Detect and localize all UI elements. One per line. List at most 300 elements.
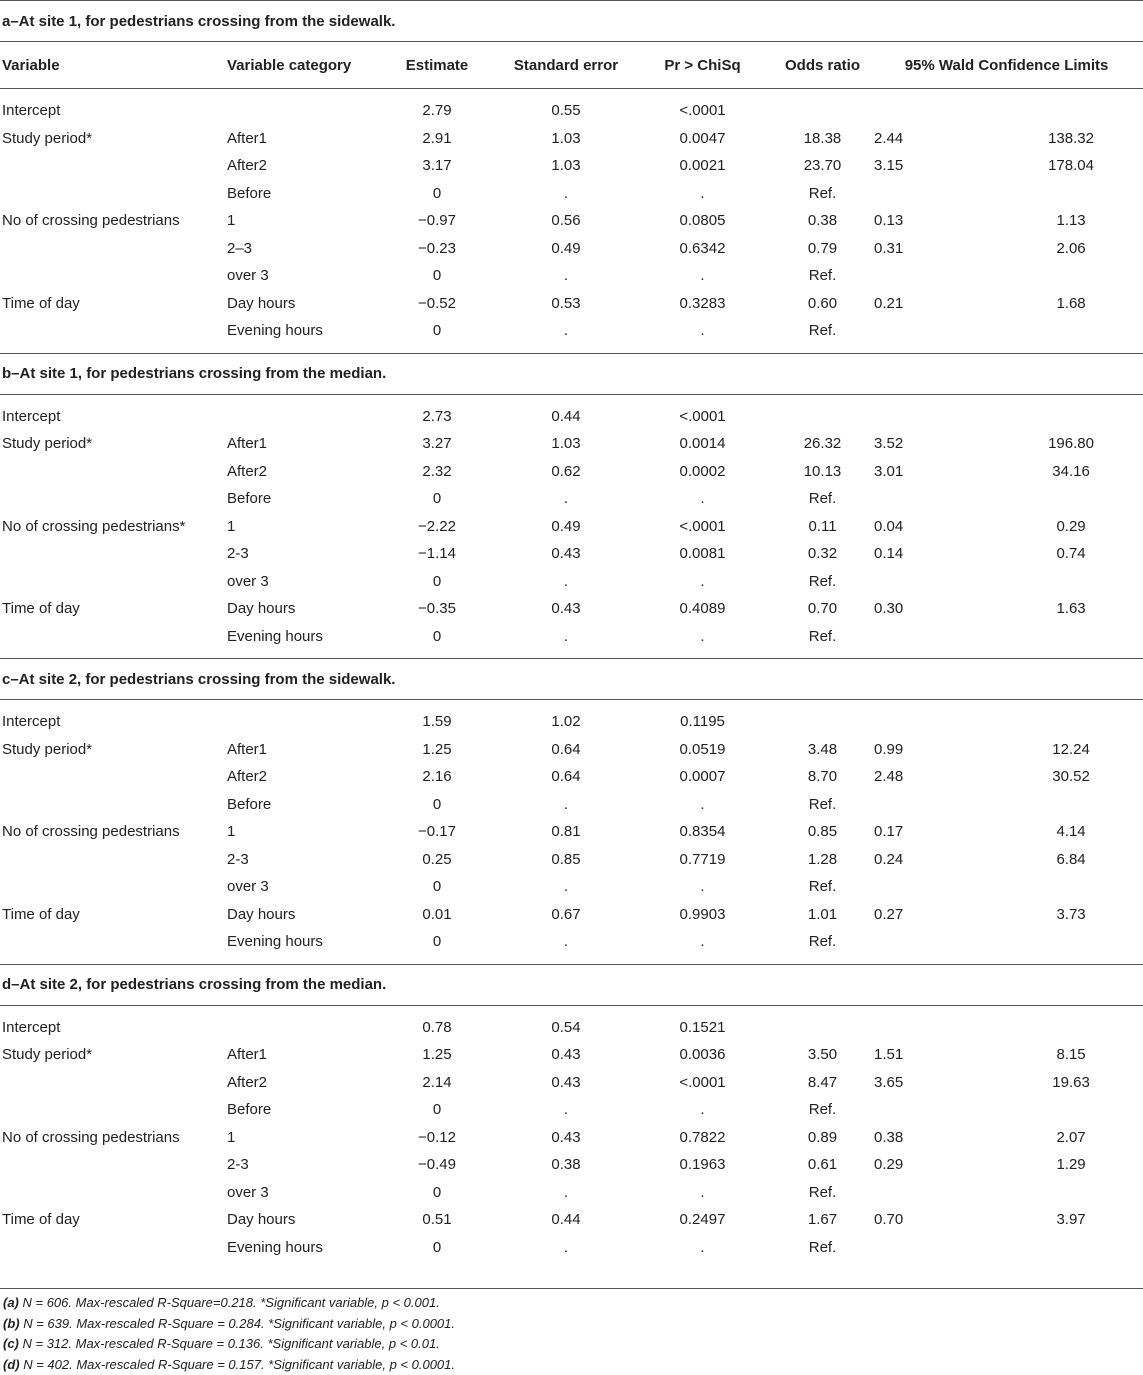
cell-category: Evening hours (227, 317, 372, 345)
cell-estimate: −0.97 (372, 207, 502, 235)
cell-wald-lower: 0.31 (870, 235, 1015, 263)
cell-variable (0, 791, 227, 819)
cell-variable (0, 846, 227, 874)
footnote-line (3, 1355, 455, 1375)
cell-p-value: 0.0036 (630, 1041, 775, 1069)
cell-std-error: 0.81 (502, 818, 630, 846)
table-row (0, 262, 1143, 290)
cell-p-value: . (630, 262, 775, 290)
cell-std-error: . (502, 317, 630, 345)
footnote-label: (c) (3, 1336, 19, 1351)
cell-std-error: . (502, 568, 630, 596)
cell-estimate: 0.25 (372, 846, 502, 874)
table-row (0, 1151, 1143, 1179)
cell-odds-ratio: 8.70 (775, 763, 870, 791)
cell-wald-upper: 2.06 (1015, 235, 1143, 263)
cell-std-error: 0.85 (502, 846, 630, 874)
table-row (0, 708, 1143, 736)
cell-wald-upper (1015, 623, 1143, 651)
cell-estimate: −2.22 (372, 513, 502, 541)
cell-variable (0, 1234, 227, 1262)
cell-wald-upper (1015, 317, 1143, 345)
cell-wald-upper: 0.29 (1015, 513, 1143, 541)
cell-variable (0, 1179, 227, 1207)
cell-wald-upper: 6.84 (1015, 846, 1143, 874)
cell-wald-lower (870, 262, 1015, 290)
cell-category: After1 (227, 1041, 372, 1069)
cell-wald-upper (1015, 485, 1143, 513)
cell-std-error: 1.03 (502, 125, 630, 153)
cell-odds-ratio: 0.79 (775, 235, 870, 263)
cell-variable: No of crossing pedestrians (0, 207, 227, 235)
cell-category: Evening hours (227, 928, 372, 956)
table-row (0, 207, 1143, 235)
cell-category (227, 403, 372, 431)
cell-estimate: −0.49 (372, 1151, 502, 1179)
cell-p-value: 0.3283 (630, 290, 775, 318)
table-row (0, 485, 1143, 513)
footnote-label: (b) (3, 1316, 20, 1331)
cell-p-value: 0.0519 (630, 736, 775, 764)
cell-odds-ratio: 23.70 (775, 152, 870, 180)
spacer-row (0, 345, 1143, 354)
cell-wald-upper: 2.07 (1015, 1124, 1143, 1152)
cell-wald-lower: 0.04 (870, 513, 1015, 541)
cell-wald-lower (870, 1014, 1015, 1042)
cell-wald-upper: 3.97 (1015, 1206, 1143, 1234)
cell-wald-lower: 0.29 (870, 1151, 1015, 1179)
cell-wald-lower: 0.70 (870, 1206, 1015, 1234)
cell-variable (0, 1151, 227, 1179)
cell-p-value: 0.7822 (630, 1124, 775, 1152)
section-title-row (0, 353, 1143, 394)
cell-odds-ratio: Ref. (775, 262, 870, 290)
cell-variable: Intercept (0, 1014, 227, 1042)
cell-std-error: 0.64 (502, 736, 630, 764)
cell-odds-ratio: 0.11 (775, 513, 870, 541)
cell-variable: Study period* (0, 1041, 227, 1069)
cell-category: 1 (227, 1124, 372, 1152)
cell-odds-ratio: 0.85 (775, 818, 870, 846)
section-title-row (0, 659, 1143, 700)
cell-wald-upper: 138.32 (1015, 125, 1143, 153)
cell-estimate: 2.14 (372, 1069, 502, 1097)
table-row (0, 1124, 1143, 1152)
cell-p-value: 0.4089 (630, 595, 775, 623)
cell-odds-ratio: 26.32 (775, 430, 870, 458)
cell-variable (0, 180, 227, 208)
cell-estimate: 2.91 (372, 125, 502, 153)
cell-wald-upper (1015, 180, 1143, 208)
spacer-cell (0, 1005, 1143, 1014)
cell-odds-ratio: 0.70 (775, 595, 870, 623)
cell-p-value: 0.6342 (630, 235, 775, 263)
table-row (0, 568, 1143, 596)
cell-wald-lower: 3.65 (870, 1069, 1015, 1097)
table-row (0, 1179, 1143, 1207)
cell-odds-ratio: 0.32 (775, 540, 870, 568)
section-title: c–At site 2, for pedestrians crossing from the sidewalk. (0, 659, 1143, 700)
cell-p-value: 0.1521 (630, 1014, 775, 1042)
cell-wald-lower (870, 873, 1015, 901)
cell-wald-lower: 0.13 (870, 207, 1015, 235)
cell-wald-upper: 3.73 (1015, 901, 1143, 929)
cell-estimate: 3.27 (372, 430, 502, 458)
cell-category: 2–3 (227, 235, 372, 263)
cell-wald-upper: 8.15 (1015, 1041, 1143, 1069)
cell-estimate: 0 (372, 568, 502, 596)
cell-wald-upper (1015, 568, 1143, 596)
cell-wald-upper (1015, 262, 1143, 290)
cell-wald-upper (1015, 791, 1143, 819)
cell-odds-ratio: Ref. (775, 873, 870, 901)
cell-estimate: −0.35 (372, 595, 502, 623)
table-row (0, 818, 1143, 846)
cell-wald-lower: 2.48 (870, 763, 1015, 791)
cell-p-value: . (630, 791, 775, 819)
cell-estimate: 0 (372, 180, 502, 208)
footnote-text: N = 402. Max-rescaled R-Square = 0.157. *Significant variable, p < 0.0001. (20, 1357, 455, 1372)
cell-estimate: 2.79 (372, 97, 502, 125)
cell-wald-upper (1015, 403, 1143, 431)
cell-variable: Time of day (0, 595, 227, 623)
cell-category: 1 (227, 513, 372, 541)
cell-wald-upper (1015, 928, 1143, 956)
cell-variable (0, 262, 227, 290)
table-row (0, 901, 1143, 929)
cell-wald-lower: 0.27 (870, 901, 1015, 929)
table-row (0, 317, 1143, 345)
cell-odds-ratio: Ref. (775, 1096, 870, 1124)
cell-odds-ratio: Ref. (775, 317, 870, 345)
cell-variable (0, 235, 227, 263)
cell-variable (0, 763, 227, 791)
cell-p-value: <.0001 (630, 1069, 775, 1097)
cell-odds-ratio (775, 708, 870, 736)
cell-p-value: <.0001 (630, 513, 775, 541)
cell-variable (0, 873, 227, 901)
cell-estimate: 0.78 (372, 1014, 502, 1042)
cell-variable (0, 540, 227, 568)
cell-odds-ratio: Ref. (775, 180, 870, 208)
bottom-rule (0, 1288, 1143, 1289)
table-row (0, 152, 1143, 180)
cell-std-error: 0.44 (502, 403, 630, 431)
cell-wald-lower (870, 708, 1015, 736)
cell-category: Day hours (227, 290, 372, 318)
cell-std-error: . (502, 180, 630, 208)
cell-variable: Time of day (0, 901, 227, 929)
spacer-row (0, 89, 1143, 98)
cell-estimate: 0 (372, 1096, 502, 1124)
footnote-text: N = 639. Max-rescaled R-Square = 0.284. *Significant variable, p < 0.0001. (20, 1316, 455, 1331)
cell-variable: Intercept (0, 97, 227, 125)
cell-std-error: 0.43 (502, 595, 630, 623)
spacer-cell (0, 394, 1143, 403)
table-row (0, 1206, 1143, 1234)
cell-variable: No of crossing pedestrians* (0, 513, 227, 541)
cell-category: After2 (227, 152, 372, 180)
cell-category: Evening hours (227, 1234, 372, 1262)
cell-p-value: 0.0021 (630, 152, 775, 180)
cell-estimate: 0.01 (372, 901, 502, 929)
cell-variable (0, 152, 227, 180)
cell-variable (0, 623, 227, 651)
cell-wald-upper (1015, 873, 1143, 901)
cell-p-value: . (630, 873, 775, 901)
cell-p-value: 0.2497 (630, 1206, 775, 1234)
spacer-cell (0, 89, 1143, 98)
table-row (0, 1041, 1143, 1069)
cell-wald-lower: 0.14 (870, 540, 1015, 568)
cell-variable (0, 317, 227, 345)
cell-p-value: <.0001 (630, 97, 775, 125)
cell-category: Evening hours (227, 623, 372, 651)
cell-wald-upper (1015, 1179, 1143, 1207)
cell-variable (0, 1069, 227, 1097)
cell-odds-ratio: 3.50 (775, 1041, 870, 1069)
cell-wald-lower (870, 403, 1015, 431)
cell-wald-lower: 0.21 (870, 290, 1015, 318)
cell-estimate: 0 (372, 1234, 502, 1262)
cell-std-error: 0.49 (502, 513, 630, 541)
section-title: b–At site 1, for pedestrians crossing from the median. (0, 353, 1143, 394)
cell-category: over 3 (227, 262, 372, 290)
table-row (0, 290, 1143, 318)
cell-variable: Intercept (0, 403, 227, 431)
cell-wald-lower: 2.44 (870, 125, 1015, 153)
cell-wald-upper: 178.04 (1015, 152, 1143, 180)
cell-odds-ratio (775, 403, 870, 431)
cell-p-value: . (630, 1096, 775, 1124)
cell-odds-ratio: 10.13 (775, 458, 870, 486)
cell-p-value: 0.0002 (630, 458, 775, 486)
cell-wald-lower (870, 317, 1015, 345)
cell-p-value: . (630, 1234, 775, 1262)
cell-p-value: 0.0081 (630, 540, 775, 568)
cell-std-error: . (502, 623, 630, 651)
cell-estimate: −0.52 (372, 290, 502, 318)
cell-wald-upper (1015, 97, 1143, 125)
table-row (0, 403, 1143, 431)
table-row (0, 513, 1143, 541)
cell-estimate: 1.59 (372, 708, 502, 736)
cell-category: Before (227, 791, 372, 819)
table-row (0, 595, 1143, 623)
spacer-cell (0, 1261, 1143, 1269)
table-row (0, 623, 1143, 651)
cell-p-value: . (630, 928, 775, 956)
cell-p-value: . (630, 1179, 775, 1207)
cell-std-error: . (502, 928, 630, 956)
cell-std-error: 0.54 (502, 1014, 630, 1042)
cell-odds-ratio: 1.28 (775, 846, 870, 874)
cell-p-value: . (630, 317, 775, 345)
cell-p-value: . (630, 568, 775, 596)
cell-wald-upper (1015, 1014, 1143, 1042)
cell-category: 2-3 (227, 846, 372, 874)
cell-estimate: 0 (372, 1179, 502, 1207)
footnote-line (3, 1293, 455, 1314)
cell-odds-ratio: 8.47 (775, 1069, 870, 1097)
cell-odds-ratio: 0.60 (775, 290, 870, 318)
cell-estimate: 2.16 (372, 763, 502, 791)
cell-p-value: 0.8354 (630, 818, 775, 846)
cell-variable (0, 568, 227, 596)
cell-category: After1 (227, 430, 372, 458)
header-variable-category: Variable category (227, 42, 372, 89)
cell-wald-lower (870, 568, 1015, 596)
table-row (0, 1096, 1143, 1124)
cell-estimate: 1.25 (372, 1041, 502, 1069)
cell-category: After1 (227, 736, 372, 764)
cell-wald-lower: 0.99 (870, 736, 1015, 764)
table-row (0, 1069, 1143, 1097)
cell-estimate: −0.17 (372, 818, 502, 846)
table-row (0, 846, 1143, 874)
cell-variable (0, 458, 227, 486)
cell-wald-upper: 0.74 (1015, 540, 1143, 568)
cell-wald-lower (870, 1096, 1015, 1124)
footnote-line (3, 1334, 455, 1355)
cell-category: 1 (227, 207, 372, 235)
cell-variable (0, 485, 227, 513)
cell-odds-ratio: 0.61 (775, 1151, 870, 1179)
section-title: d–At site 2, for pedestrians crossing from the median. (0, 964, 1143, 1005)
cell-std-error: . (502, 873, 630, 901)
cell-wald-upper: 34.16 (1015, 458, 1143, 486)
table-row (0, 97, 1143, 125)
cell-category: over 3 (227, 873, 372, 901)
cell-estimate: −1.14 (372, 540, 502, 568)
cell-std-error: 1.03 (502, 430, 630, 458)
spacer-cell (0, 345, 1143, 354)
cell-odds-ratio: Ref. (775, 485, 870, 513)
cell-wald-upper: 1.68 (1015, 290, 1143, 318)
section-title-row (0, 1, 1143, 42)
cell-estimate: 2.32 (372, 458, 502, 486)
spacer-row (0, 394, 1143, 403)
cell-wald-lower (870, 485, 1015, 513)
cell-odds-ratio: Ref. (775, 1179, 870, 1207)
cell-odds-ratio: 0.89 (775, 1124, 870, 1152)
cell-variable (0, 928, 227, 956)
spacer-cell (0, 650, 1143, 659)
cell-p-value: . (630, 180, 775, 208)
cell-wald-upper: 4.14 (1015, 818, 1143, 846)
cell-wald-upper: 196.80 (1015, 430, 1143, 458)
header-variable: Variable (0, 42, 227, 89)
header-odds-ratio: Odds ratio (775, 42, 870, 89)
cell-std-error: . (502, 262, 630, 290)
cell-wald-lower (870, 1234, 1015, 1262)
spacer-cell (0, 956, 1143, 965)
cell-wald-lower (870, 928, 1015, 956)
cell-category (227, 97, 372, 125)
cell-variable: Time of day (0, 290, 227, 318)
cell-odds-ratio (775, 97, 870, 125)
table-row (0, 873, 1143, 901)
cell-variable: Study period* (0, 736, 227, 764)
cell-wald-lower (870, 1179, 1015, 1207)
cell-variable: No of crossing pedestrians (0, 818, 227, 846)
cell-std-error: . (502, 1179, 630, 1207)
cell-odds-ratio: Ref. (775, 928, 870, 956)
cell-wald-upper: 30.52 (1015, 763, 1143, 791)
cell-estimate: −0.23 (372, 235, 502, 263)
footnote-text: N = 312. Max-rescaled R-Square = 0.136. *Significant variable, p < 0.01. (19, 1336, 440, 1351)
cell-std-error: 0.55 (502, 97, 630, 125)
cell-category: Before (227, 485, 372, 513)
cell-category: After2 (227, 763, 372, 791)
cell-wald-lower: 0.30 (870, 595, 1015, 623)
cell-p-value: <.0001 (630, 403, 775, 431)
cell-estimate: 0 (372, 873, 502, 901)
cell-category: Before (227, 1096, 372, 1124)
cell-wald-upper: 1.63 (1015, 595, 1143, 623)
cell-std-error: 0.67 (502, 901, 630, 929)
cell-wald-upper: 12.24 (1015, 736, 1143, 764)
cell-category: 1 (227, 818, 372, 846)
spacer-row (0, 650, 1143, 659)
cell-category: over 3 (227, 1179, 372, 1207)
cell-variable: Study period* (0, 125, 227, 153)
cell-variable: Study period* (0, 430, 227, 458)
cell-category: 2-3 (227, 540, 372, 568)
cell-p-value: 0.1963 (630, 1151, 775, 1179)
spacer-cell (0, 700, 1143, 709)
cell-variable: Intercept (0, 708, 227, 736)
header-wald-confidence-limits: 95% Wald Confidence Limits (870, 42, 1143, 89)
cell-wald-upper (1015, 1096, 1143, 1124)
cell-estimate: 0 (372, 928, 502, 956)
header-standard-error: Standard error (502, 42, 630, 89)
cell-wald-upper: 1.29 (1015, 1151, 1143, 1179)
header-estimate: Estimate (372, 42, 502, 89)
footnote-label: (d) (3, 1357, 20, 1372)
cell-category: After1 (227, 125, 372, 153)
cell-odds-ratio: Ref. (775, 791, 870, 819)
cell-std-error: 0.56 (502, 207, 630, 235)
cell-wald-lower: 3.15 (870, 152, 1015, 180)
spacer-row (0, 1261, 1143, 1269)
cell-estimate: 0 (372, 623, 502, 651)
cell-variable (0, 1096, 227, 1124)
cell-std-error: . (502, 1096, 630, 1124)
cell-category: Before (227, 180, 372, 208)
footnote-line (3, 1314, 455, 1335)
table-row (0, 1014, 1143, 1042)
cell-wald-lower: 0.17 (870, 818, 1015, 846)
table-row (0, 125, 1143, 153)
table-row (0, 430, 1143, 458)
cell-wald-lower: 0.38 (870, 1124, 1015, 1152)
cell-wald-lower: 3.01 (870, 458, 1015, 486)
cell-estimate: 1.25 (372, 736, 502, 764)
cell-wald-lower: 3.52 (870, 430, 1015, 458)
cell-category: After2 (227, 458, 372, 486)
cell-odds-ratio: Ref. (775, 1234, 870, 1262)
cell-odds-ratio: 18.38 (775, 125, 870, 153)
cell-wald-upper (1015, 708, 1143, 736)
cell-std-error: 0.43 (502, 1069, 630, 1097)
cell-estimate: 0 (372, 262, 502, 290)
cell-std-error: 1.03 (502, 152, 630, 180)
cell-odds-ratio: Ref. (775, 623, 870, 651)
cell-std-error: 0.49 (502, 235, 630, 263)
cell-estimate: 0 (372, 485, 502, 513)
header-row (0, 42, 1143, 89)
